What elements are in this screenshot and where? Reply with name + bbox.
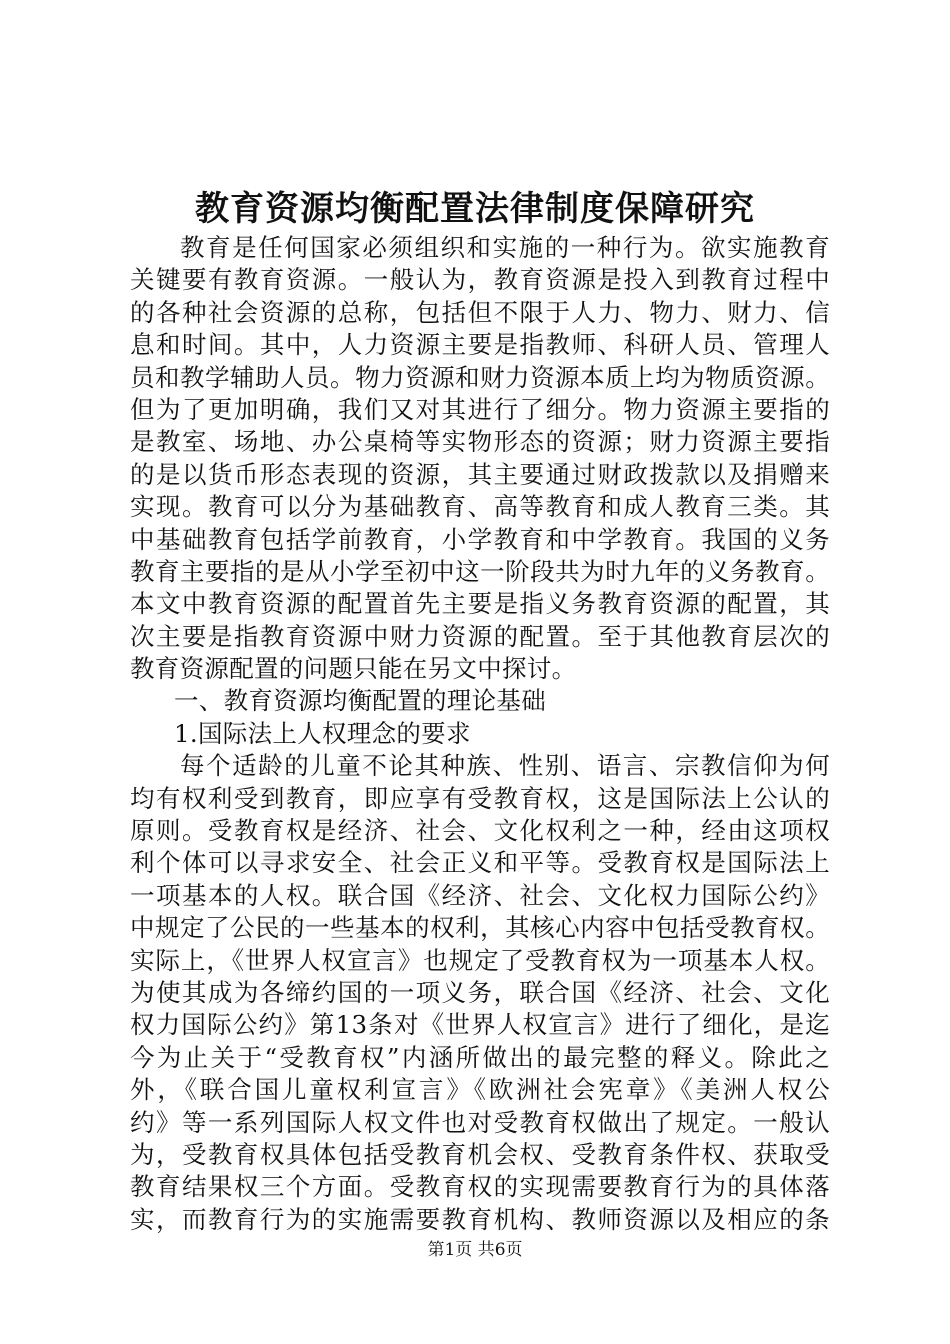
paragraph-line: 教育资源配置的问题只能在另文中探讨。 [130, 654, 577, 684]
paragraph-line: 权力国际公约》第13条对《世界人权宣言》进行了细化，是迄 [130, 1010, 830, 1040]
paragraph-line: 中基础教育包括学前教育，小学教育和中学教育。我国的义务 [130, 524, 830, 554]
paragraph-line: 实，而教育行为的实施需要教育机构、教师资源以及相应的条 [130, 1204, 830, 1234]
document-title: 教育资源均衡配置法律制度保障研究 [195, 189, 755, 229]
paragraph-line: 教育主要指的是从小学至初中这一阶段共为时九年的义务教育。 [130, 556, 830, 586]
paragraph-line: 教育是任何国家必须组织和实施的一种行为。欲实施教育 [180, 233, 830, 262]
paragraph-line: 本文中教育资源的配置首先主要是指义务教育资源的配置，其 [130, 589, 830, 619]
paragraph-line: 是教室、场地、办公桌椅等实物形态的资源；财力资源主要指 [130, 427, 830, 457]
paragraph-line: 但为了更加明确，我们又对其进行了细分。物力资源主要指的 [130, 394, 830, 424]
paragraph-line: 原则。受教育权是经济、社会、文化权利之一种，经由这项权 [130, 816, 830, 846]
paragraph-line: 今为止关于“受教育权”内涵所做出的最完整的释义。除此之 [130, 1042, 830, 1072]
paragraph-line: 关键要有教育资源。一般认为，教育资源是投入到教育过程中 [130, 265, 830, 295]
paragraph-line: 次主要是指教育资源中财力资源的配置。至于其他教育层次的 [130, 621, 830, 651]
paragraph-line: 实现。教育可以分为基础教育、高等教育和成人教育三类。其 [130, 492, 830, 522]
paragraph-line: 均有权利受到教育，即应享有受教育权，这是国际法上公认的 [130, 783, 830, 813]
paragraph-line: 的是以货币形态表现的资源，其主要通过财政拨款以及捐赠来 [130, 459, 830, 489]
paragraph-line: 为，受教育权具体包括受教育机会权、受教育条件权、获取受 [130, 1139, 830, 1169]
paragraph-line: 每个适龄的儿童不论其种族、性别、语言、宗教信仰为何 [180, 751, 830, 781]
paragraph-line: 中规定了公民的一些基本的权利，其核心内容中包括受教育权。 [130, 913, 830, 943]
paragraph-line: 息和时间。其中，人力资源主要是指教师、科研人员、管理人 [130, 330, 830, 360]
page-footer: 第1页 共6页 [427, 1240, 523, 1260]
paragraph-line: 为使其成为各缔约国的一项义务，联合国《经济、社会、文化 [130, 977, 830, 1007]
paragraph-line: 员和教学辅助人员。物力资源和财力资源本质上均为物质资源。 [130, 362, 830, 392]
paragraph-line: 实际上，《世界人权宣言》也规定了受教育权为一项基本人权。 [130, 945, 830, 975]
document-body [130, 232, 830, 1236]
subsection-heading: 1.国际法上人权理念的要求 [174, 718, 471, 748]
section-heading: 一、教育资源均衡配置的理论基础 [174, 686, 546, 716]
paragraph-line: 的各种社会资源的总称，包括但不限于人力、物力、财力、信 [130, 297, 830, 327]
paragraph-line: 利个体可以寻求安全、社会正义和平等。受教育权是国际法上 [130, 848, 830, 878]
paragraph-line: 约》等一系列国际人权文件也对受教育权做出了规定。一般认 [130, 1107, 830, 1137]
paragraph-line: 教育结果权三个方面。受教育权的实现需要教育行为的具体落 [130, 1172, 830, 1202]
paragraph-line: 外，《联合国儿童权利宣言》《欧洲社会宪章》《美洲人权公 [130, 1075, 830, 1105]
paragraph-line: 一项基本的人权。联合国《经济、社会、文化权力国际公约》 [130, 880, 830, 910]
